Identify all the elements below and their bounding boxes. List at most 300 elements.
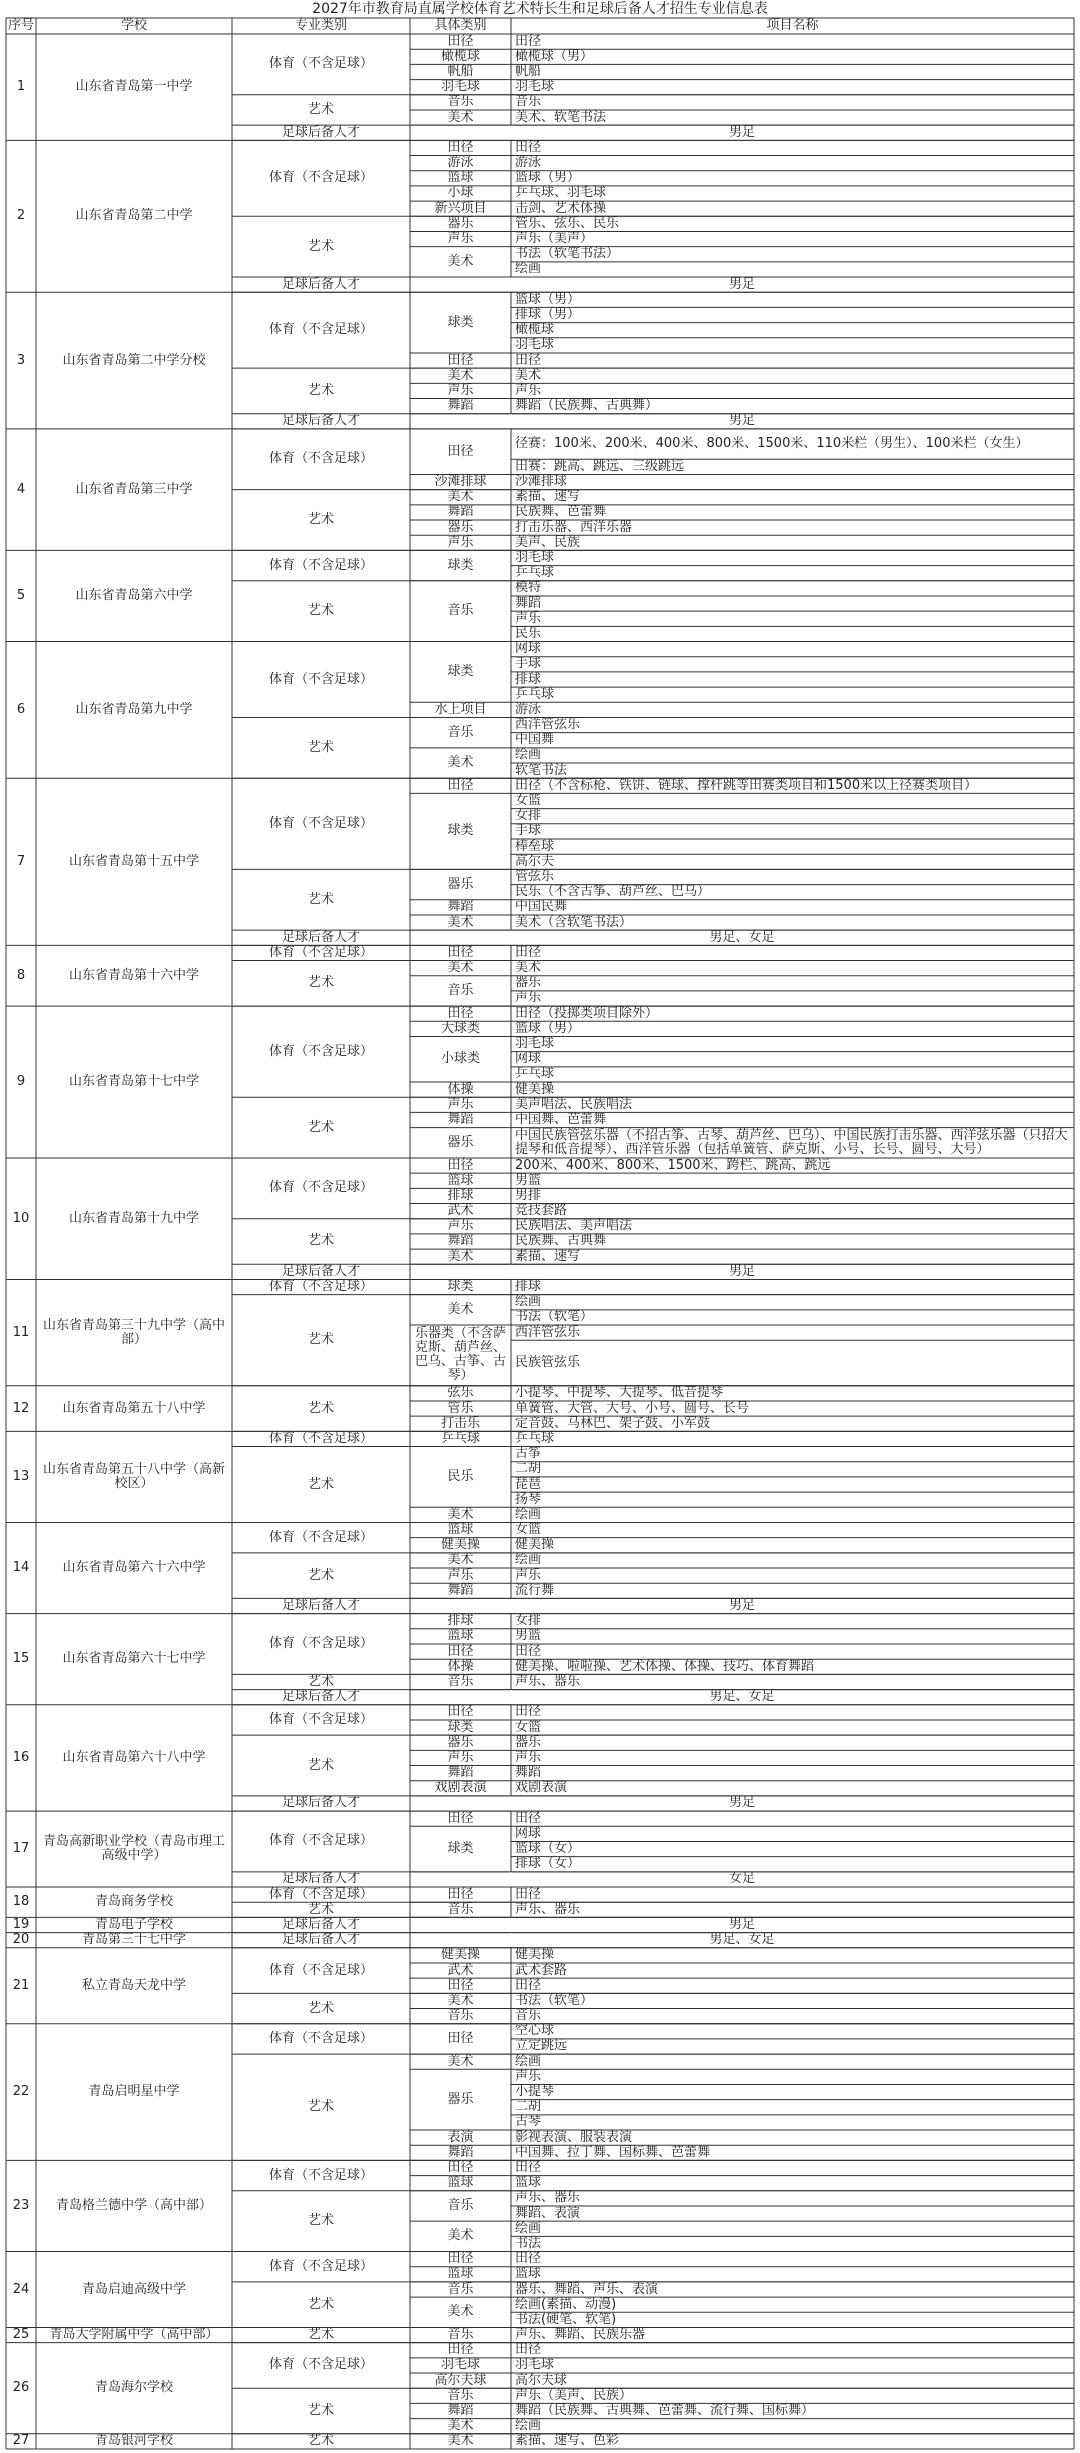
item-cell: 健美操	[515, 1947, 555, 1963]
item-cell: 女排	[515, 1613, 542, 1629]
school-number: 18	[12, 1894, 30, 1910]
item-cell: 帆船	[515, 64, 542, 79]
category-cell: 体育（不含足球）	[268, 945, 373, 960]
subcategory-cell: 田径	[447, 778, 474, 793]
category-cell: 艺术	[307, 382, 334, 398]
item-cell: 管乐、弦乐、民乐	[515, 216, 620, 231]
subcategory-cell: 舞蹈	[447, 899, 474, 915]
item-cell: 中国舞	[515, 732, 555, 748]
school-name: 山东省青岛第一中学	[75, 79, 193, 95]
subcategory-cell: 田径	[447, 34, 474, 49]
subcategory-cell: 音乐	[447, 1674, 474, 1689]
subcategory-cell: 水上项目	[434, 702, 487, 717]
subcategory-cell: 美术	[447, 489, 474, 505]
item-cell: 手球	[515, 823, 542, 839]
merged-value-cell: 男足、女足	[709, 1932, 775, 1948]
school-number: 3	[16, 352, 26, 368]
item-cell: 声乐（美声、民族）	[515, 2388, 633, 2403]
subcategory-cell: 声乐	[447, 383, 474, 398]
subcategory-cell: 声乐	[447, 1568, 474, 1583]
subcategory-cell: 田径	[447, 1978, 474, 1993]
item-cell: 田径	[515, 352, 542, 368]
item-cell: 橄榄球（男）	[515, 49, 594, 64]
school-name: 青岛格兰德中学（高中部）	[55, 2197, 212, 2213]
item-cell: 篮球（女）	[515, 1841, 581, 1857]
school-name: 青岛第三十七中学	[81, 1932, 186, 1948]
header-cell: 序号	[8, 18, 35, 33]
item-cell: 书法（软笔）	[515, 1309, 594, 1325]
item-cell: 棒垒球	[515, 839, 555, 854]
item-cell: 素描、速写	[515, 489, 581, 505]
category-cell: 足球后备人才	[281, 1795, 360, 1811]
subcategory-cell: 美术	[447, 368, 474, 383]
item-cell: 男排	[515, 1188, 542, 1203]
merged-value-cell: 男足	[728, 1795, 755, 1811]
subcategory-cell: 器乐	[447, 2091, 474, 2107]
subcategory-cell: 球类	[447, 314, 474, 330]
subcategory-cell: 舞蹈	[447, 398, 474, 414]
subcategory-cell: 田径	[447, 2160, 474, 2175]
category-cell: 足球后备人才	[281, 277, 360, 292]
item-cell: 西洋管弦乐	[515, 1325, 581, 1340]
subcategory-cell: 篮球	[447, 1522, 474, 1538]
subcategory-cell: 声乐	[447, 1218, 474, 1234]
subcategory-cell: 声乐	[447, 1097, 474, 1112]
item-cell: 篮球（男）	[515, 292, 581, 307]
category-cell: 足球后备人才	[281, 125, 360, 140]
school-name: 青岛高新职业学校（青岛市理工高级中学）	[42, 1834, 225, 1864]
item-cell: 美术、软笔书法	[515, 109, 607, 125]
school-name: 山东省青岛第十九中学	[68, 1210, 199, 1226]
item-cell: 沙滩排球	[515, 474, 568, 490]
subcategory-cell: 美术	[447, 109, 474, 125]
subcategory-cell: 田径	[447, 1006, 474, 1021]
category-cell: 足球后备人才	[281, 1917, 360, 1932]
merged-value-cell: 男足、女足	[709, 930, 775, 945]
school-number: 27	[12, 2433, 30, 2449]
item-cell: 舞蹈（民族舞、古典舞）	[515, 398, 659, 414]
subcategory-cell: 音乐	[447, 603, 474, 619]
subcategory-cell: 舞蹈	[447, 504, 474, 520]
school-number: 23	[12, 2197, 30, 2213]
school-name: 山东省青岛第六十八中学	[62, 1749, 206, 1765]
item-cell: 美声、民族	[515, 535, 581, 550]
item-cell: 舞蹈（民族舞、古典舞、芭蕾舞、流行舞、国标舞）	[515, 2403, 815, 2419]
subcategory-cell: 舞蹈	[447, 1765, 474, 1781]
subcategory-cell: 舞蹈	[447, 1112, 474, 1127]
item-cell: 田径	[515, 2251, 542, 2267]
school-number: 4	[16, 481, 26, 497]
item-cell: 竞技套路	[515, 1203, 568, 1219]
category-cell: 体育（不含足球）	[268, 451, 373, 467]
school-number: 16	[12, 1749, 30, 1765]
category-cell: 体育（不含足球）	[268, 1711, 373, 1727]
item-cell: 扬琴	[515, 1492, 542, 1507]
subcategory-cell: 器乐	[447, 1134, 474, 1150]
category-cell: 艺术	[307, 739, 334, 755]
category-cell: 艺术	[307, 2433, 334, 2449]
subcategory-cell: 田径	[447, 1644, 474, 1659]
item-cell: 声乐	[515, 2069, 542, 2084]
item-cell: 武术套路	[515, 1962, 568, 1978]
header-cell: 学校	[120, 18, 147, 33]
item-cell: 篮球	[515, 2175, 542, 2191]
item-cell: 声乐	[515, 1568, 542, 1583]
subcategory-cell: 武术	[447, 1203, 474, 1219]
category-cell: 足球后备人才	[281, 930, 360, 945]
item-cell: 空心球	[515, 2023, 555, 2039]
category-cell: 体育（不含足球）	[268, 815, 373, 831]
school-number: 14	[12, 1560, 30, 1576]
item-cell: 高尔夫球	[515, 2373, 568, 2388]
category-cell: 体育（不含足球）	[268, 671, 373, 687]
item-cell: 民乐	[515, 626, 542, 641]
school-name: 私立青岛天龙中学	[81, 1977, 186, 1993]
subcategory-cell: 高尔夫球	[434, 2373, 487, 2388]
category-cell: 体育（不含足球）	[268, 2030, 373, 2046]
item-cell: 田径	[515, 945, 542, 960]
merged-value-cell: 男足	[728, 413, 755, 429]
item-cell: 篮球	[515, 2266, 542, 2282]
subcategory-cell: 篮球	[447, 1628, 474, 1644]
item-cell: 乒乓球	[515, 565, 555, 581]
item-cell: 舞蹈	[515, 1765, 542, 1781]
item-cell: 模特	[515, 580, 542, 596]
item-cell: 中国舞、拉丁舞、国标舞、芭蕾舞	[515, 2145, 711, 2160]
subcategory-cell: 健美操	[440, 1537, 480, 1553]
item-cell: 200米、400米、800米、1500米、跨栏、跳高、跳远	[515, 1157, 831, 1173]
item-cell: 羽毛球	[515, 337, 555, 353]
subcategory-cell: 音乐	[447, 2197, 474, 2213]
item-cell: 打击乐器、西洋乐器	[515, 520, 633, 535]
subcategory-cell: 田径	[447, 1887, 474, 1902]
merged-value-cell: 男足	[728, 1598, 755, 1614]
subcategory-cell: 田径	[447, 945, 474, 960]
item-cell: 中国民舞	[515, 899, 568, 915]
school-number: 9	[16, 1074, 26, 1089]
category-cell: 艺术	[307, 2099, 334, 2115]
subcategory-cell: 田径	[447, 2030, 474, 2046]
item-cell: 田径	[515, 34, 542, 49]
item-cell: 高尔夫	[515, 854, 555, 869]
subcategory-cell: 新兴项目	[434, 201, 487, 216]
category-cell: 艺术	[307, 1476, 334, 1492]
item-cell: 民族管弦乐	[515, 1355, 581, 1370]
item-cell: 影视表演、服装表演	[515, 2130, 633, 2145]
item-cell: 小提琴	[515, 2084, 555, 2100]
item-cell: 田径	[515, 1978, 542, 1993]
school-name: 山东省青岛第二中学	[75, 208, 193, 224]
item-cell: 绘画	[515, 747, 542, 763]
subcategory-cell: 羽毛球	[440, 79, 480, 95]
merged-value-cell: 女足	[728, 1871, 755, 1887]
category-cell: 足球后备人才	[281, 1689, 360, 1705]
category-cell: 艺术	[307, 1757, 334, 1773]
item-cell: 民族舞、古典舞	[515, 1233, 607, 1249]
category-cell: 体育（不含足球）	[268, 1833, 373, 1849]
item-cell: 民乐（不含古筝、葫芦丝、巴乌）	[515, 884, 711, 900]
item-cell: 美声唱法、民族唱法	[515, 1097, 633, 1112]
subcategory-cell: 体操	[447, 1659, 474, 1674]
school-number: 15	[12, 1651, 30, 1667]
category-cell: 体育（不含足球）	[268, 1180, 373, 1196]
item-cell: 男篮	[515, 1173, 542, 1188]
item-cell: 田径	[515, 1704, 542, 1720]
item-cell: 管弦乐	[515, 869, 555, 884]
item-cell: 田赛：跳高、跳远、三级跳远	[515, 459, 685, 474]
category-cell: 艺术	[307, 2000, 334, 2016]
school-number: 7	[16, 853, 26, 869]
school-number: 20	[12, 1932, 30, 1948]
subcategory-cell: 美术	[447, 2054, 474, 2069]
category-cell: 体育（不含足球）	[268, 1043, 373, 1059]
subcategory-cell: 音乐	[447, 2008, 474, 2024]
item-cell: 声乐	[515, 383, 542, 398]
subcategory-cell: 美术	[447, 1507, 474, 1522]
item-cell: 乒乓球	[515, 1431, 555, 1446]
school-number: 22	[12, 2084, 30, 2100]
school-number: 6	[16, 701, 26, 717]
school-name: 山东省青岛第三中学	[75, 481, 193, 497]
school-number: 1	[16, 79, 26, 95]
table-title: 2027年市教育局直属学校体育艺术特长生和足球后备人才招生专业信息表	[312, 1, 768, 17]
subcategory-cell: 排球	[447, 1613, 474, 1629]
subcategory-cell: 管乐	[447, 1400, 474, 1416]
item-cell: 单簧管、大管、大号、小号、圆号、长号	[515, 1400, 750, 1416]
item-cell: 舞蹈	[515, 595, 542, 611]
item-cell: 器乐	[515, 975, 542, 991]
subcategory-cell: 美术	[447, 2433, 474, 2449]
school-name: 青岛商务学校	[94, 1894, 173, 1910]
item-cell: 绘画	[515, 2221, 542, 2236]
subcategory-cell: 器乐	[447, 216, 474, 231]
item-cell: 声乐（美声）	[515, 231, 594, 247]
subcategory-cell: 田径	[447, 1157, 474, 1173]
subcategory-cell: 音乐	[447, 2327, 474, 2343]
subcategory-cell: 表演	[447, 2130, 474, 2145]
item-cell: 男篮	[515, 1628, 542, 1644]
subcategory-cell: 田径	[447, 443, 474, 459]
subcategory-cell: 田径	[447, 2251, 474, 2267]
item-cell: 女篮	[515, 1719, 542, 1735]
subcategory-cell: 美术	[447, 2418, 474, 2434]
subcategory-cell: 小球类	[440, 1051, 480, 1067]
item-cell: 田径	[515, 1887, 542, 1902]
item-cell: 手球	[515, 656, 542, 672]
subcategory-cell: 球类	[447, 1841, 474, 1857]
subcategory-cell: 篮球	[447, 170, 474, 186]
subcategory-cell: 美术	[447, 960, 474, 976]
subcategory-cell: 音乐	[447, 1902, 474, 1917]
category-cell: 体育（不含足球）	[268, 1887, 373, 1902]
merged-value-cell: 男足	[728, 1917, 755, 1932]
category-cell: 艺术	[307, 603, 334, 619]
category-cell: 艺术	[307, 1400, 334, 1416]
subcategory-cell: 球类	[447, 1279, 474, 1295]
school-name: 山东省青岛第十六中学	[68, 967, 199, 983]
category-cell: 艺术	[307, 101, 334, 117]
item-cell: 健美操	[515, 1537, 555, 1553]
item-cell: 声乐、器乐	[515, 2190, 581, 2206]
subcategory-cell: 球类	[447, 1719, 474, 1735]
category-cell: 艺术	[307, 1567, 334, 1583]
item-cell: 篮球（男）	[515, 1021, 581, 1036]
item-cell: 流行舞	[515, 1583, 555, 1598]
category-cell: 体育（不含足球）	[268, 322, 373, 338]
category-cell: 艺术	[307, 2213, 334, 2229]
subcategory-cell: 音乐	[447, 2388, 474, 2403]
item-cell: 羽毛球	[515, 79, 555, 95]
category-cell: 艺术	[307, 512, 334, 528]
subcategory-cell: 武术	[447, 1962, 474, 1978]
school-number: 5	[16, 587, 26, 603]
item-cell: 田径（投掷类项目除外）	[515, 1006, 659, 1021]
header-cell: 项目名称	[766, 18, 819, 33]
school-name: 山东省青岛第二中学分校	[62, 352, 206, 368]
school-number: 10	[12, 1210, 30, 1226]
item-cell: 音乐	[515, 94, 542, 110]
item-cell: 琵琶	[515, 1476, 542, 1492]
subcategory-cell: 篮球	[447, 2266, 474, 2282]
item-cell: 小提琴、中提琴、大提琴、低音提琴	[515, 1385, 724, 1401]
item-cell: 书法	[515, 2236, 542, 2251]
subcategory-cell: 体操	[447, 1082, 474, 1097]
subcategory-cell: 游泳	[447, 155, 474, 171]
item-cell: 书法(硬笔、软笔)	[515, 2312, 617, 2327]
item-cell: 绘画	[515, 2418, 542, 2434]
subcategory-cell: 舞蹈	[447, 2145, 474, 2160]
subcategory-cell: 篮球	[447, 2175, 474, 2191]
subcategory-cell: 音乐	[447, 2281, 474, 2297]
subcategory-cell: 民乐	[447, 1468, 474, 1484]
item-cell: 舞蹈、表演	[515, 2205, 581, 2221]
item-cell: 西洋管弦乐	[515, 717, 581, 733]
merged-value-cell: 男足	[728, 1264, 755, 1279]
subcategory-cell: 音乐	[447, 982, 474, 998]
category-cell: 体育（不含足球）	[268, 56, 373, 72]
school-name: 山东省青岛第五十八中学	[62, 1400, 206, 1416]
subcategory-cell: 美术	[447, 1993, 474, 2008]
merged-value-cell: 男足	[728, 125, 755, 140]
subcategory-cell: 球类	[447, 557, 474, 573]
subcategory-cell: 大球类	[440, 1021, 480, 1036]
subcategory-cell: 球类	[447, 823, 474, 839]
item-cell: 游泳	[515, 155, 542, 171]
school-number: 2	[16, 208, 26, 224]
school-name: 山东省青岛第九中学	[75, 701, 193, 717]
item-cell: 绘画	[515, 261, 542, 277]
item-cell: 乒乓球	[515, 1066, 555, 1082]
category-cell: 体育（不含足球）	[268, 170, 373, 186]
category-cell: 体育（不含足球）	[268, 2167, 373, 2183]
subcategory-cell: 舞蹈	[447, 1583, 474, 1598]
item-cell: 羽毛球	[515, 1036, 555, 1052]
school-number: 21	[12, 1977, 30, 1993]
item-cell: 美术（含软笔书法）	[515, 914, 633, 930]
item-cell: 声乐	[515, 1750, 542, 1765]
school-number: 8	[16, 967, 26, 983]
school-number: 12	[12, 1400, 30, 1416]
subcategory-cell: 声乐	[447, 231, 474, 247]
subcategory-cell: 戏剧表演	[434, 1780, 487, 1796]
category-cell: 足球后备人才	[281, 1264, 360, 1279]
item-cell: 绘画	[515, 2054, 542, 2069]
category-cell: 艺术	[307, 2403, 334, 2419]
subcategory-cell: 器乐	[447, 876, 474, 892]
item-cell: 女排	[515, 808, 542, 824]
item-cell: 音乐	[515, 2008, 542, 2024]
item-cell: 二胡	[515, 2099, 542, 2115]
item-cell: 田径	[515, 140, 542, 155]
category-cell: 体育（不含足球）	[268, 1635, 373, 1651]
item-cell: 健美操、啦啦操、艺术体操、体操、技巧、体育舞蹈	[515, 1659, 815, 1674]
item-cell: 绘画(素描、动漫)	[515, 2297, 617, 2312]
subcategory-cell: 帆船	[447, 64, 474, 79]
item-cell: 声乐	[515, 990, 542, 1006]
item-cell: 橄榄球	[515, 322, 555, 338]
subcategory-cell: 篮球	[447, 1173, 474, 1188]
category-cell: 足球后备人才	[281, 1598, 360, 1614]
school-number: 19	[12, 1917, 30, 1932]
subcategory-cell: 美术	[447, 1552, 474, 1568]
school-number: 17	[12, 1841, 30, 1857]
subcategory-cell: 美术	[447, 2304, 474, 2320]
item-cell: 女篮	[515, 1522, 542, 1538]
merged-value-cell: 男足	[728, 277, 755, 292]
item-cell: 田径	[515, 2160, 542, 2175]
subcategory-cell: 美术	[447, 253, 474, 269]
subcategory-cell: 健美操	[440, 1947, 480, 1963]
item-cell: 田径	[515, 1811, 542, 1826]
item-cell: 民族唱法、美声唱法	[515, 1218, 633, 1234]
subcategory-cell: 羽毛球	[440, 2357, 480, 2373]
school-name: 青岛电子学校	[94, 1917, 173, 1932]
subcategory-cell: 美术	[447, 1301, 474, 1317]
subcategory-cell: 排球	[447, 1188, 474, 1203]
item-cell: 书法（软笔）	[515, 1993, 594, 2008]
subcategory-cell: 美术	[447, 755, 474, 771]
subcategory-cell: 小球	[447, 185, 474, 201]
subcategory-cell: 沙滩排球	[434, 474, 487, 490]
item-cell: 声乐、舞蹈、民族乐器	[515, 2327, 646, 2343]
item-cell: 素描、速写	[515, 1249, 581, 1264]
category-cell: 体育（不含足球）	[268, 557, 373, 573]
category-cell: 艺术	[307, 1674, 334, 1689]
school-name: 青岛银河学校	[94, 2433, 173, 2449]
item-cell: 排球	[515, 671, 542, 687]
subcategory-cell: 美术	[447, 1249, 474, 1264]
item-cell: 排球（女）	[515, 1856, 581, 1872]
item-cell: 女篮	[515, 793, 542, 809]
category-cell: 体育（不含足球）	[268, 1279, 373, 1295]
school-name: 山东省青岛第六十七中学	[62, 1651, 206, 1667]
item-cell: 定音鼓、马林巴、架子鼓、小军鼓	[515, 1416, 711, 1431]
school-name: 山东省青岛第六中学	[75, 587, 193, 603]
item-cell: 美术	[515, 960, 542, 976]
school-name: 山东省青岛第五十八中学（高新校区）	[42, 1461, 225, 1491]
category-cell: 体育（不含足球）	[268, 1529, 373, 1545]
item-cell: 网球	[515, 641, 542, 657]
category-cell: 艺术	[307, 2296, 334, 2312]
item-cell: 田径（不含标枪、铁饼、链球、撑杆跳等田赛类项目和1500米以上径赛类项目）	[515, 778, 978, 793]
subcategory-cell: 器乐	[447, 1735, 474, 1750]
item-cell: 网球	[515, 1826, 542, 1841]
item-cell: 声乐	[515, 611, 542, 626]
item-cell: 中国民族管弦乐器（不招古筝、古琴、葫芦丝、巴乌）、中国民族打击乐器、西洋弦乐器（只招大提琴和低音提琴）、西洋管乐器（包括单簧管、萨克斯、小号、长号、圆号、大号）	[515, 1127, 1068, 1157]
school-number: 11	[12, 1324, 30, 1340]
item-cell: 羽毛球	[515, 550, 555, 565]
subcategory-cell: 舞蹈	[447, 1233, 474, 1249]
